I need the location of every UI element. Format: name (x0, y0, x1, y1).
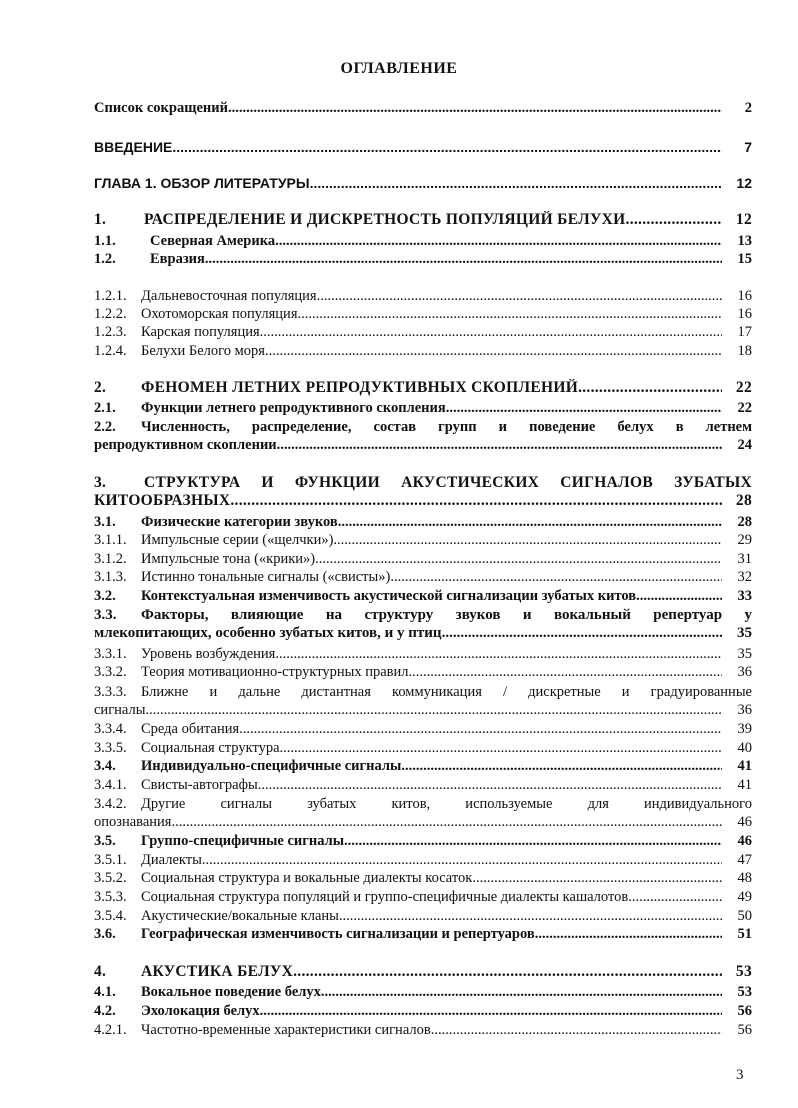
dot-leader (230, 492, 722, 510)
dot-leader (628, 888, 722, 906)
dot-leader (171, 813, 722, 831)
toc-entry-label: Социальная структура (141, 740, 280, 756)
toc-entry[interactable] (94, 99, 752, 117)
toc-entry-number: 3.3.1. (94, 646, 127, 662)
toc-entry-label: АКУСТИКА БЕЛУХ (141, 963, 294, 980)
toc-entry-number: 1.2.2. (94, 306, 127, 322)
dot-leader (535, 925, 722, 943)
dot-leader (298, 305, 723, 323)
toc-entry-number: 2.2. (94, 419, 116, 435)
toc-entry-label: Контекстуальная изменчивость акустической сигнализации зубатых китов (141, 588, 637, 604)
toc-entry-page: 16 (737, 306, 752, 322)
toc-entry[interactable] (94, 474, 752, 510)
toc-entry-number: 3.5. (94, 833, 116, 849)
toc-entry-number: 1.2.1. (94, 288, 127, 304)
dot-leader (228, 99, 722, 117)
toc-entry[interactable] (94, 832, 752, 850)
toc-entry-page: 15 (737, 251, 752, 267)
dot-leader (202, 851, 722, 869)
toc-entry-label-first-line: СТРУКТУРА И ФУНКЦИИ АКУСТИЧЕСКИХ СИГНАЛОВ ЗУБАТЫХ (144, 474, 752, 491)
toc-entry-label: Индивидуально-специфичные сигналы (141, 758, 402, 774)
toc-entry[interactable] (94, 795, 752, 831)
dot-leader (401, 757, 722, 775)
toc-entry[interactable] (94, 568, 752, 586)
toc-entry-label: Импульсные тона («крики») (141, 551, 316, 567)
toc-entry-page: 47 (737, 852, 752, 868)
toc-entry-label: Свисты-автографы (141, 777, 258, 793)
toc-entry[interactable] (94, 851, 752, 869)
toc-entry-label: Социальная структура и вокальные диалекты косаток (141, 870, 473, 886)
toc-entry-label: опознавания (94, 814, 172, 830)
toc-entry[interactable] (94, 399, 752, 417)
toc-entry-label: сигналы (94, 702, 146, 718)
dot-leader (275, 232, 722, 250)
toc-entry-number: 1.2. (94, 251, 116, 267)
dot-leader (446, 399, 722, 417)
toc-entry[interactable] (94, 287, 752, 305)
dot-leader (260, 323, 722, 341)
toc-entry-number: 1. (94, 211, 107, 228)
toc-entry[interactable] (94, 250, 752, 268)
dot-leader (344, 832, 722, 850)
toc-entry-label: Северная Америка (150, 233, 276, 249)
toc-entry-number: 4.1. (94, 984, 116, 1000)
page-title: ОГЛАВЛЕНИЕ (340, 60, 458, 77)
toc-entry-page: 40 (737, 740, 752, 756)
toc-entry-label: Среда обитания (141, 721, 240, 737)
toc-entry-page: 51 (737, 926, 752, 942)
toc-entry-page: 35 (737, 646, 752, 662)
toc-entry-page: 35 (737, 625, 752, 641)
toc-entry[interactable] (94, 888, 752, 906)
toc-entry-label: Карская популяция (141, 324, 260, 340)
toc-entry-number: 3.3.2. (94, 664, 127, 680)
toc-entry-number: 3.1. (94, 514, 116, 530)
toc-entry-label: Функции летнего репродуктивного скопления (141, 400, 446, 416)
dot-leader (442, 624, 722, 642)
toc-entry-page: 46 (737, 814, 752, 830)
toc-entry-page: 16 (737, 288, 752, 304)
toc-entry-number: 3.3. (94, 607, 117, 623)
toc-entry-number: 3.3.4. (94, 721, 127, 737)
toc-entry-number: 2. (94, 379, 107, 396)
toc-entry-page: 36 (737, 702, 752, 718)
toc-entry[interactable] (94, 174, 752, 192)
toc-entry-label: Эхолокация белух (141, 1003, 260, 1019)
toc-entry-label: КИТООБРАЗНЫХ (94, 492, 231, 509)
toc-entry-label: Акустические/вокальные кланы (141, 908, 339, 924)
toc-entry-page: 7 (744, 139, 752, 155)
toc-entry-number: 1.2.3. (94, 324, 127, 340)
dot-leader (172, 138, 722, 156)
toc-entry-page: 2 (744, 100, 752, 116)
toc-entry-label: Евразия (150, 251, 205, 267)
dot-leader (317, 287, 722, 305)
toc-entry-label: млекопитающих, особенно зубатых китов, и у птиц (94, 625, 442, 641)
toc-entry[interactable] (94, 925, 752, 943)
toc-entry-page: 13 (737, 233, 752, 249)
toc-entry-label: ВВЕДЕНИЕ (94, 139, 173, 155)
toc-entry-number: 3.3.3. (94, 684, 127, 700)
toc-entry-number: 3.6. (94, 926, 116, 942)
toc-entry-label: Диалекты (141, 852, 202, 868)
toc-entry-page: 36 (737, 664, 752, 680)
dot-leader (321, 983, 722, 1001)
toc-entry[interactable] (94, 739, 752, 757)
toc-entry-page: 17 (737, 324, 752, 340)
toc-entry-label: Группо-специфичные сигналы (141, 833, 345, 849)
toc-entry-page: 18 (737, 343, 752, 359)
toc-entry[interactable] (94, 1002, 752, 1020)
toc-entry-page: 22 (735, 379, 752, 396)
toc-entry[interactable] (94, 983, 752, 1001)
dot-leader (578, 379, 722, 397)
toc-entry[interactable] (94, 757, 752, 775)
toc-entry-page: 12 (736, 175, 752, 191)
toc-entry[interactable] (94, 379, 752, 397)
toc-entry-number: 3.5.3. (94, 889, 127, 905)
toc-entry-label: Социальная структура популяций и группо-специфичные диалекты кашалотов (141, 889, 629, 905)
toc-entry[interactable] (94, 323, 752, 341)
dot-leader (310, 174, 722, 192)
dot-leader (472, 869, 722, 887)
dot-leader (293, 963, 722, 981)
dot-leader (145, 701, 722, 719)
toc-entry-label: Вокальное поведение белух (141, 984, 321, 1000)
toc-entry-page: 56 (737, 1003, 752, 1019)
toc-entry-number: 3.2. (94, 588, 116, 604)
toc-entry-label: Физические категории звуков (141, 514, 338, 530)
toc-entry-label: Истинно тональные сигналы («свисты») (141, 569, 391, 585)
toc-entry-page: 31 (737, 551, 752, 567)
toc-entry[interactable] (94, 907, 752, 925)
toc-entry-page: 50 (737, 908, 752, 924)
toc-entry-number: 3.4.1. (94, 777, 127, 793)
toc-entry-number: 3. (94, 474, 107, 491)
toc-entry-label: ФЕНОМЕН ЛЕТНИХ РЕПРОДУКТИВНЫХ СКОПЛЕНИЙ (141, 379, 579, 396)
dot-leader (265, 342, 722, 360)
toc-entry-number: 1.1. (94, 233, 116, 249)
toc-entry[interactable] (94, 232, 752, 250)
toc-entry-page: 41 (737, 758, 752, 774)
toc-entry[interactable] (94, 683, 752, 719)
toc-entry[interactable] (94, 513, 752, 531)
toc-entry-page: 12 (735, 211, 752, 228)
toc-entry-label: РАСПРЕДЕЛЕНИЕ И ДИСКРЕТНОСТЬ ПОПУЛЯЦИЙ БЕЛУХИ (144, 211, 626, 228)
toc-entry-number: 4. (94, 963, 107, 980)
toc-entry[interactable] (94, 963, 752, 981)
dot-leader (339, 907, 722, 925)
toc-entry-label: Частотно-временные характеристики сигналов (141, 1022, 431, 1038)
toc-entry[interactable] (94, 418, 752, 454)
toc-entry-page: 49 (737, 889, 752, 905)
toc-entry-number: 4.2.1. (94, 1022, 127, 1038)
toc-entry-page: 28 (735, 492, 752, 509)
dot-leader (275, 645, 722, 663)
toc-entry[interactable] (94, 550, 752, 568)
dot-leader (280, 739, 722, 757)
page-number: 3 (736, 1067, 744, 1083)
toc-entry-number: 3.3.5. (94, 740, 127, 756)
toc-entry-label: Белухи Белого моря (141, 343, 265, 359)
toc-entry-page: 28 (737, 514, 752, 530)
toc-entry-label-first-line: Другие сигналы зубатых китов, используемые для индивидуального (141, 796, 752, 812)
toc-entry-page: 46 (737, 833, 752, 849)
toc-entry-label: Географическая изменчивость сигнализации и репертуаров (141, 926, 535, 942)
toc-entry[interactable] (94, 587, 752, 605)
toc-entry[interactable] (94, 342, 752, 360)
toc-entry-label: Уровень возбуждения (141, 646, 276, 662)
toc-entry[interactable] (94, 211, 752, 229)
toc-entry-page: 33 (737, 588, 752, 604)
toc-entry-page: 48 (737, 870, 752, 886)
toc-entry-page: 29 (737, 532, 752, 548)
dot-leader (258, 776, 722, 794)
toc-entry-label-first-line: Ближне и дальне дистантная коммуникация / дискретные и градуированные (141, 684, 752, 700)
dot-leader (239, 720, 722, 738)
toc-entry[interactable] (94, 1021, 752, 1039)
dot-leader (205, 250, 722, 268)
toc-entry-number: 3.1.2. (94, 551, 127, 567)
toc-entry-page: 22 (737, 400, 752, 416)
toc-entry[interactable] (94, 720, 752, 738)
dot-leader (260, 1002, 722, 1020)
toc-entry-label: Теория мотивационно-структурных правил (141, 664, 409, 680)
toc-entry[interactable] (94, 305, 752, 323)
toc-entry[interactable] (94, 645, 752, 663)
toc-entry-page: 39 (737, 721, 752, 737)
toc-entry-label-first-line: Факторы, влияющие на структуру звуков и вокальный репертуар у (141, 607, 752, 623)
toc-entry-label-first-line: Численность, распределение, состав групп и поведение белух в летнем (141, 419, 752, 435)
toc-entry-label: Список сокращений (94, 100, 228, 116)
toc-entry-number: 3.1.1. (94, 532, 127, 548)
toc-entry-page: 53 (735, 963, 752, 980)
dot-leader (626, 211, 722, 229)
toc-entry-number: 1.2.4. (94, 343, 127, 359)
toc-entry[interactable] (94, 869, 752, 887)
toc-entry[interactable] (94, 663, 752, 681)
dot-leader (338, 513, 722, 531)
toc-entry-label: ГЛАВА 1. ОБЗОР ЛИТЕРАТУРЫ (94, 175, 310, 191)
toc-entry[interactable] (94, 138, 752, 156)
toc-entry-number: 3.4.2. (94, 796, 127, 812)
dot-leader (636, 587, 722, 605)
toc-entry-number: 3.5.1. (94, 852, 127, 868)
dot-leader (333, 531, 722, 549)
toc-entry[interactable] (94, 531, 752, 549)
toc-entry[interactable] (94, 776, 752, 794)
dot-leader (431, 1021, 722, 1039)
toc-entry-label: Импульсные серии («щелчки») (141, 532, 334, 548)
toc-entry-number: 4.2. (94, 1003, 116, 1019)
toc-entry[interactable] (94, 606, 752, 642)
toc-entry-number: 3.1.3. (94, 569, 127, 585)
toc-entry-label: репродуктивном скоплении (94, 437, 277, 453)
toc-entry-page: 32 (737, 569, 752, 585)
toc-entry-page: 53 (737, 984, 752, 1000)
toc-entry-number: 3.5.2. (94, 870, 127, 886)
dot-leader (409, 663, 722, 681)
toc-entry-page: 56 (737, 1022, 752, 1038)
toc-entry-number: 3.4. (94, 758, 116, 774)
toc-entry-number: 2.1. (94, 400, 116, 416)
dot-leader (390, 568, 722, 586)
toc-entry-label: Дальневосточная популяция (141, 288, 317, 304)
toc-entry-page: 24 (737, 437, 752, 453)
dot-leader (315, 550, 722, 568)
toc-entry-page: 41 (737, 777, 752, 793)
toc-entry-number: 3.5.4. (94, 908, 127, 924)
toc-entry-label: Охотоморская популяция (141, 306, 298, 322)
dot-leader (277, 436, 722, 454)
